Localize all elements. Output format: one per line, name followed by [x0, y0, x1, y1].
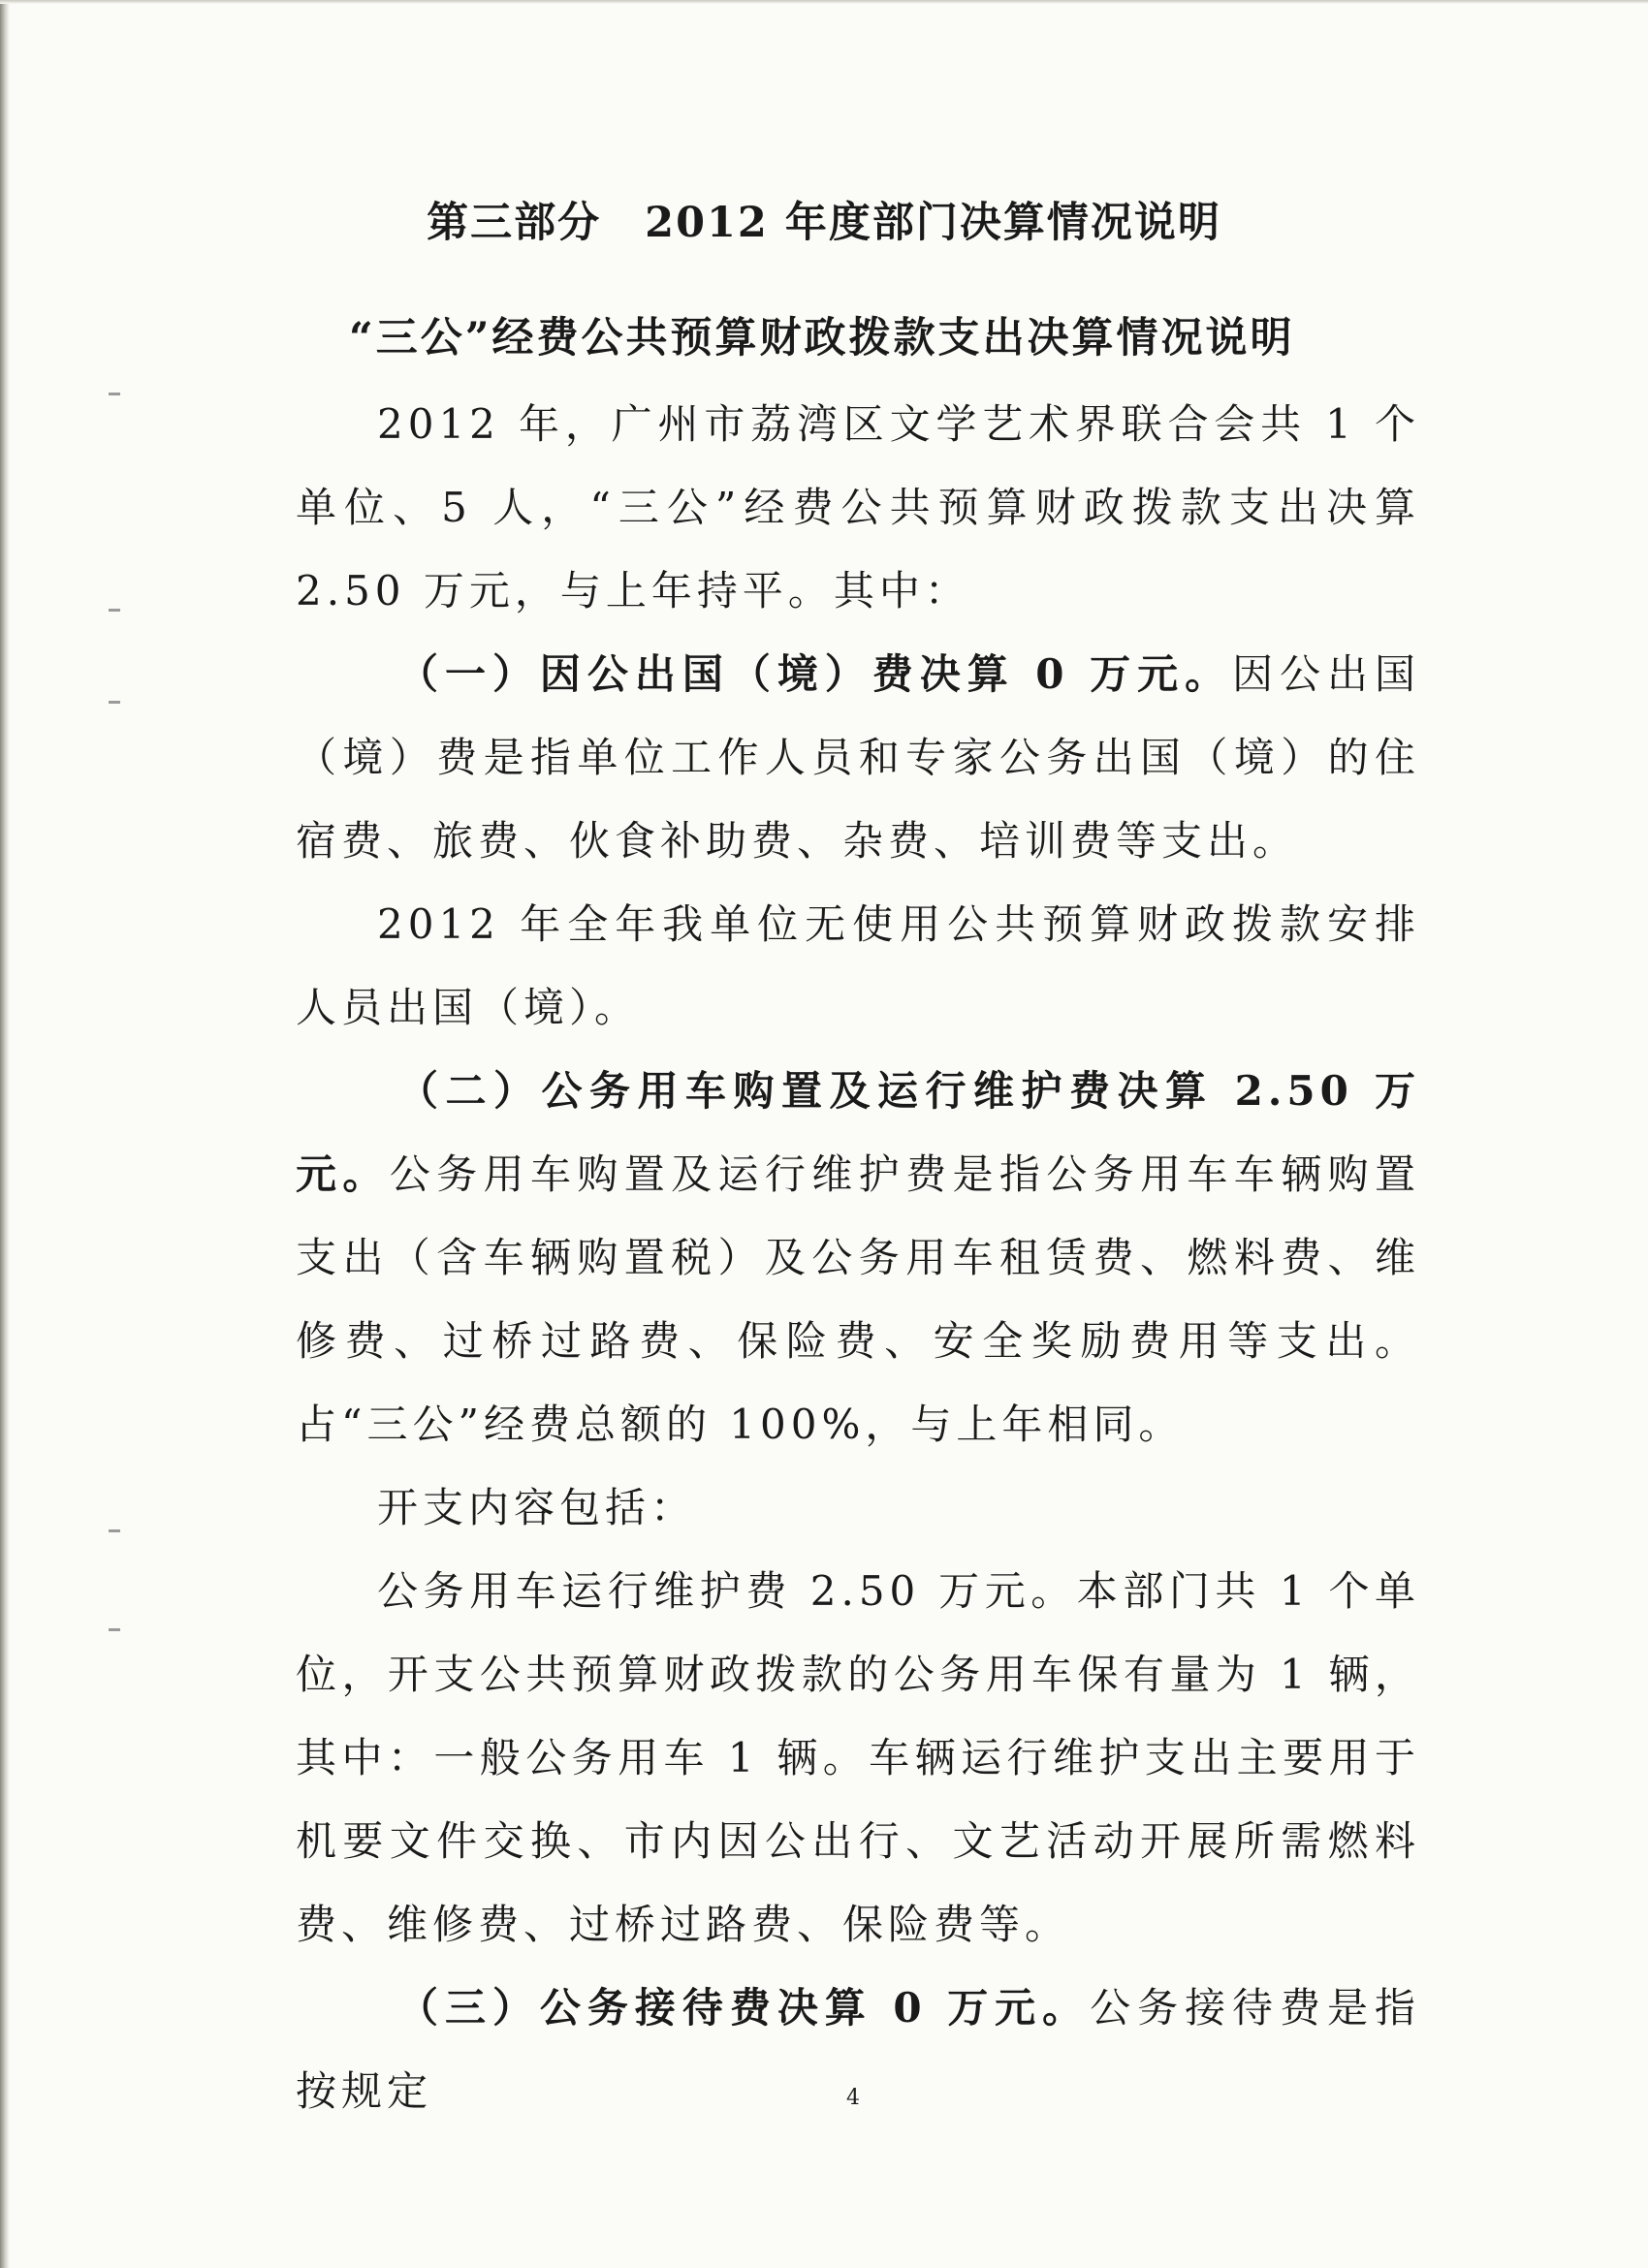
page-title: 第三部分 2012 年度部门决算情况说明	[427, 199, 1221, 247]
paragraph-heading: （二）公务用车购置及运行维护费决算 2.50 万元。	[296, 1067, 1420, 1198]
paragraph: 开支内容包括：	[377, 1484, 697, 1531]
paragraph-heading: （一）因公出国（境）费决算 0 万元。	[397, 650, 1233, 698]
paragraph: 公务用车运行维护费 2.50 万元。本部门共 1 个单位，开支公共预算财政拨款的公务用车保有量为 1 辆，其中：一般公务用车 1 辆。车辆运行维护支出主要用于机要文件交换、市内因公出行、文艺活动开展所需燃料费、维修费、过桥过路费、保险费等。	[296, 1567, 1420, 1948]
paragraph-heading: （三）公务接待费决算 0 万元。	[397, 1984, 1091, 2032]
body-text	[296, 383, 1420, 2133]
paragraph: 2012 年，广州市荔湾区文学艺术界联合会共 1 个单位、5 人，“三公”经费公共预算财政拨款支出决算 2.50 万元，与上年持平。其中：	[296, 400, 1420, 614]
paragraph	[296, 1050, 1420, 1466]
paragraph	[296, 633, 1420, 883]
paragraph-text: 因公出国（境）费是指单位工作人员和专家公务出国（境）的住宿费、旅费、伙食补助费、杂费、培训费等支出。	[296, 650, 1420, 865]
binding-mark	[109, 701, 120, 704]
scan-edge-left	[0, 0, 10, 2268]
paragraph-text: 公务用车购置及运行维护费是指公务用车车辆购置支出（含车辆购置税）及公务用车租赁费、燃料费、维修费、过桥过路费、保险费、安全奖励费用等支出。占“三公”经费总额的 100%，与上年相同。	[296, 1150, 1420, 1448]
binding-mark	[109, 609, 120, 612]
section-subtitle: “三公”经费公共预算财政拨款支出决算情况说明	[349, 314, 1295, 362]
page-number: 4	[846, 2086, 860, 2110]
binding-mark	[109, 1529, 120, 1532]
paragraph: 2012 年全年我单位无使用公共预算财政拨款安排人员出国（境）。	[296, 900, 1420, 1031]
binding-mark	[109, 1628, 120, 1631]
scan-edge-top	[0, 0, 1648, 4]
paragraph-text: 公务接待费是指按规定	[296, 1984, 1420, 2115]
binding-mark	[109, 393, 120, 395]
